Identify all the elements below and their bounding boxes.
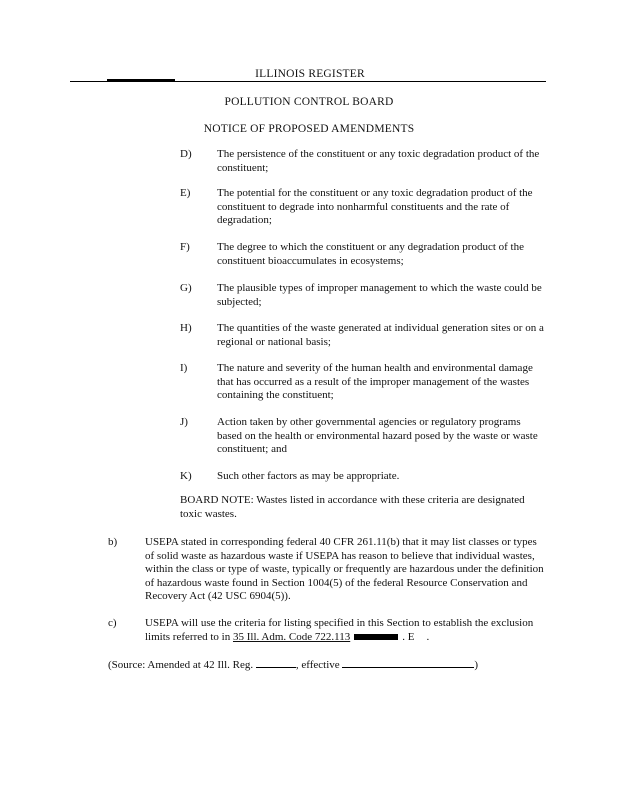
subsection-c-tail: . E — [402, 630, 415, 643]
source-middle: , effective — [295, 659, 343, 671]
factor-label: J) — [180, 416, 188, 428]
subsection-c-end: . — [426, 630, 430, 643]
factor-label: I) — [180, 362, 188, 374]
source-note — [108, 657, 478, 671]
factor-label: H) — [180, 322, 192, 334]
factor-text: The plausible types of improper management to which the waste could be subjected; — [217, 282, 542, 308]
subsection-text: USEPA stated in corresponding federal 40 CFR 261.11(b) that it may list classes or types of solid waste as hazardous waste if USEPA has reason to believe that individual wastes, within the class or type of waste, typically or frequently are hazardous under the definition of hazardous waste found in Section 1004(5) of the federal Resource Conservation and Recovery Act (42 USC 6904(5)). — [145, 536, 544, 602]
header-rule — [70, 81, 546, 82]
redaction-mark — [354, 634, 398, 640]
reg-page-blank — [256, 657, 296, 668]
register-title: ILLINOIS REGISTER — [255, 68, 365, 80]
source-prefix: (Source: Amended at 42 Ill. Reg. — [108, 659, 256, 671]
subsection-text — [145, 617, 545, 644]
factor-text: The potential for the constituent or any toxic degradation product of the constituent to degrade into nonharmful constituents and the rate of degradation; — [217, 187, 533, 226]
board-note: BOARD NOTE: Wastes listed in accordance with these criteria are designated toxic wastes. — [180, 494, 525, 520]
factor-text: Such other factors as may be appropriate. — [217, 470, 400, 482]
factor-label: K) — [180, 470, 192, 482]
citation-link: 35 Ill. Adm. Code 722.113 — [232, 630, 351, 643]
factor-text: Action taken by other governmental agencies or regulatory programs based on the health or environmental hazard posed by the waste or waste constituent; and — [217, 416, 538, 455]
subsection-c-text: USEPA will use the criteria for listing specified in this Section to establish the exclusion limits referred to in — [145, 617, 534, 643]
effective-date-blank — [342, 657, 474, 668]
factor-label: E) — [180, 187, 191, 199]
source-suffix: ) — [474, 659, 479, 671]
factor-text: The nature and severity of the human health and environmental damage that has occurred as a result of the improper management of the wastes containing the constituent; — [217, 362, 533, 401]
factor-text: The persistence of the constituent or any toxic degradation product of the constituent; — [217, 148, 540, 174]
subsection-label: b) — [108, 536, 118, 548]
factor-label: G) — [180, 282, 192, 294]
factor-label: F) — [180, 241, 190, 253]
factor-text: The quantities of the waste generated at individual generation sites or on a regional or national basis; — [217, 322, 544, 348]
notice-title: NOTICE OF PROPOSED AMENDMENTS — [203, 123, 415, 135]
factor-label: D) — [180, 148, 192, 160]
factor-text: The degree to which the constituent or any degradation product of the constituent bioaccumulates in ecosystems; — [217, 241, 524, 267]
board-title: POLLUTION CONTROL BOARD — [224, 96, 394, 108]
subsection-label: c) — [108, 617, 117, 629]
